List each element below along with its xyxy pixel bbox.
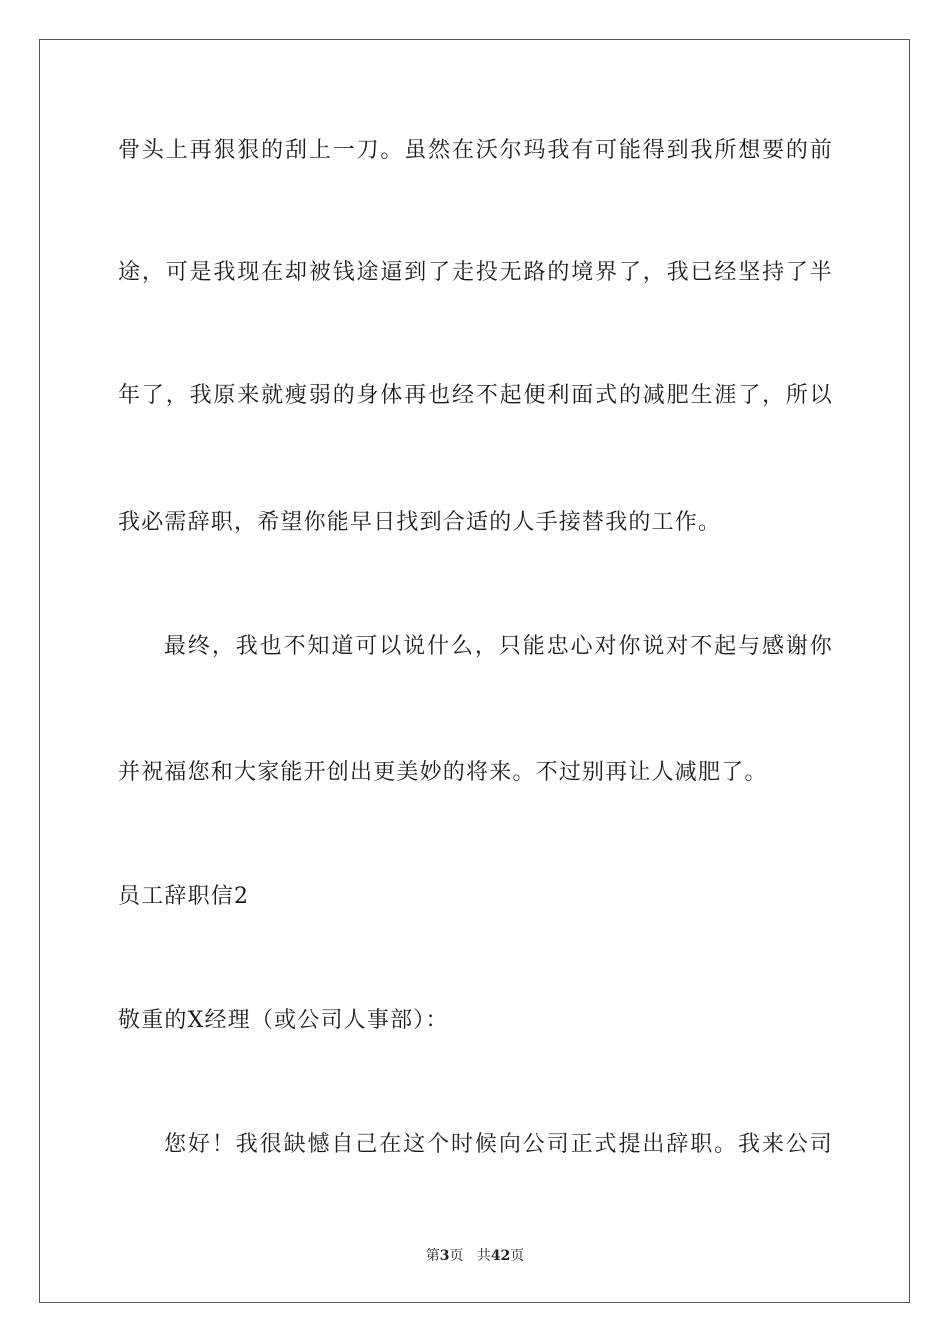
salutation: 敬重的X经理（或公司人事部）： [118,1008,449,1033]
body-line-6: 并祝福您和大家能开创出更美妙的将来。不过别再让人减肥了。 [118,760,768,785]
section-heading: 员工辞职信2 [118,884,250,909]
body-line-2: 途，可是我现在却被钱途逼到了走投无路的境界了，我已经坚持了半 [118,260,833,285]
body-line-3: 年了，我原来就瘦弱的身体再也经不起便利面式的减肥生涯了，所以 [118,383,833,408]
body-line-5: 最终，我也不知道可以说什么，只能忠心对你说对不起与感谢你 [164,634,833,659]
footer-total-suffix: 页 [510,1248,525,1264]
current-page-number: 3 [439,1248,450,1264]
footer-total-prefix: 共 [476,1248,491,1264]
total-pages-number: 42 [490,1248,511,1264]
footer-prefix: 第 [425,1248,440,1264]
page-border [39,39,910,1303]
body-line-4: 我必需辞职，希望你能早日找到合适的人手接替我的工作。 [118,510,722,535]
body-line-7: 您好！我很缺憾自己在这个时候向公司正式提出辞职。我来公司 [164,1132,833,1157]
footer-page-suffix: 页 [449,1248,464,1264]
body-line-1: 骨头上再狠狠的刮上一刀。虽然在沃尔玛我有可能得到我所想要的前 [118,138,833,163]
page-footer [0,1246,950,1266]
